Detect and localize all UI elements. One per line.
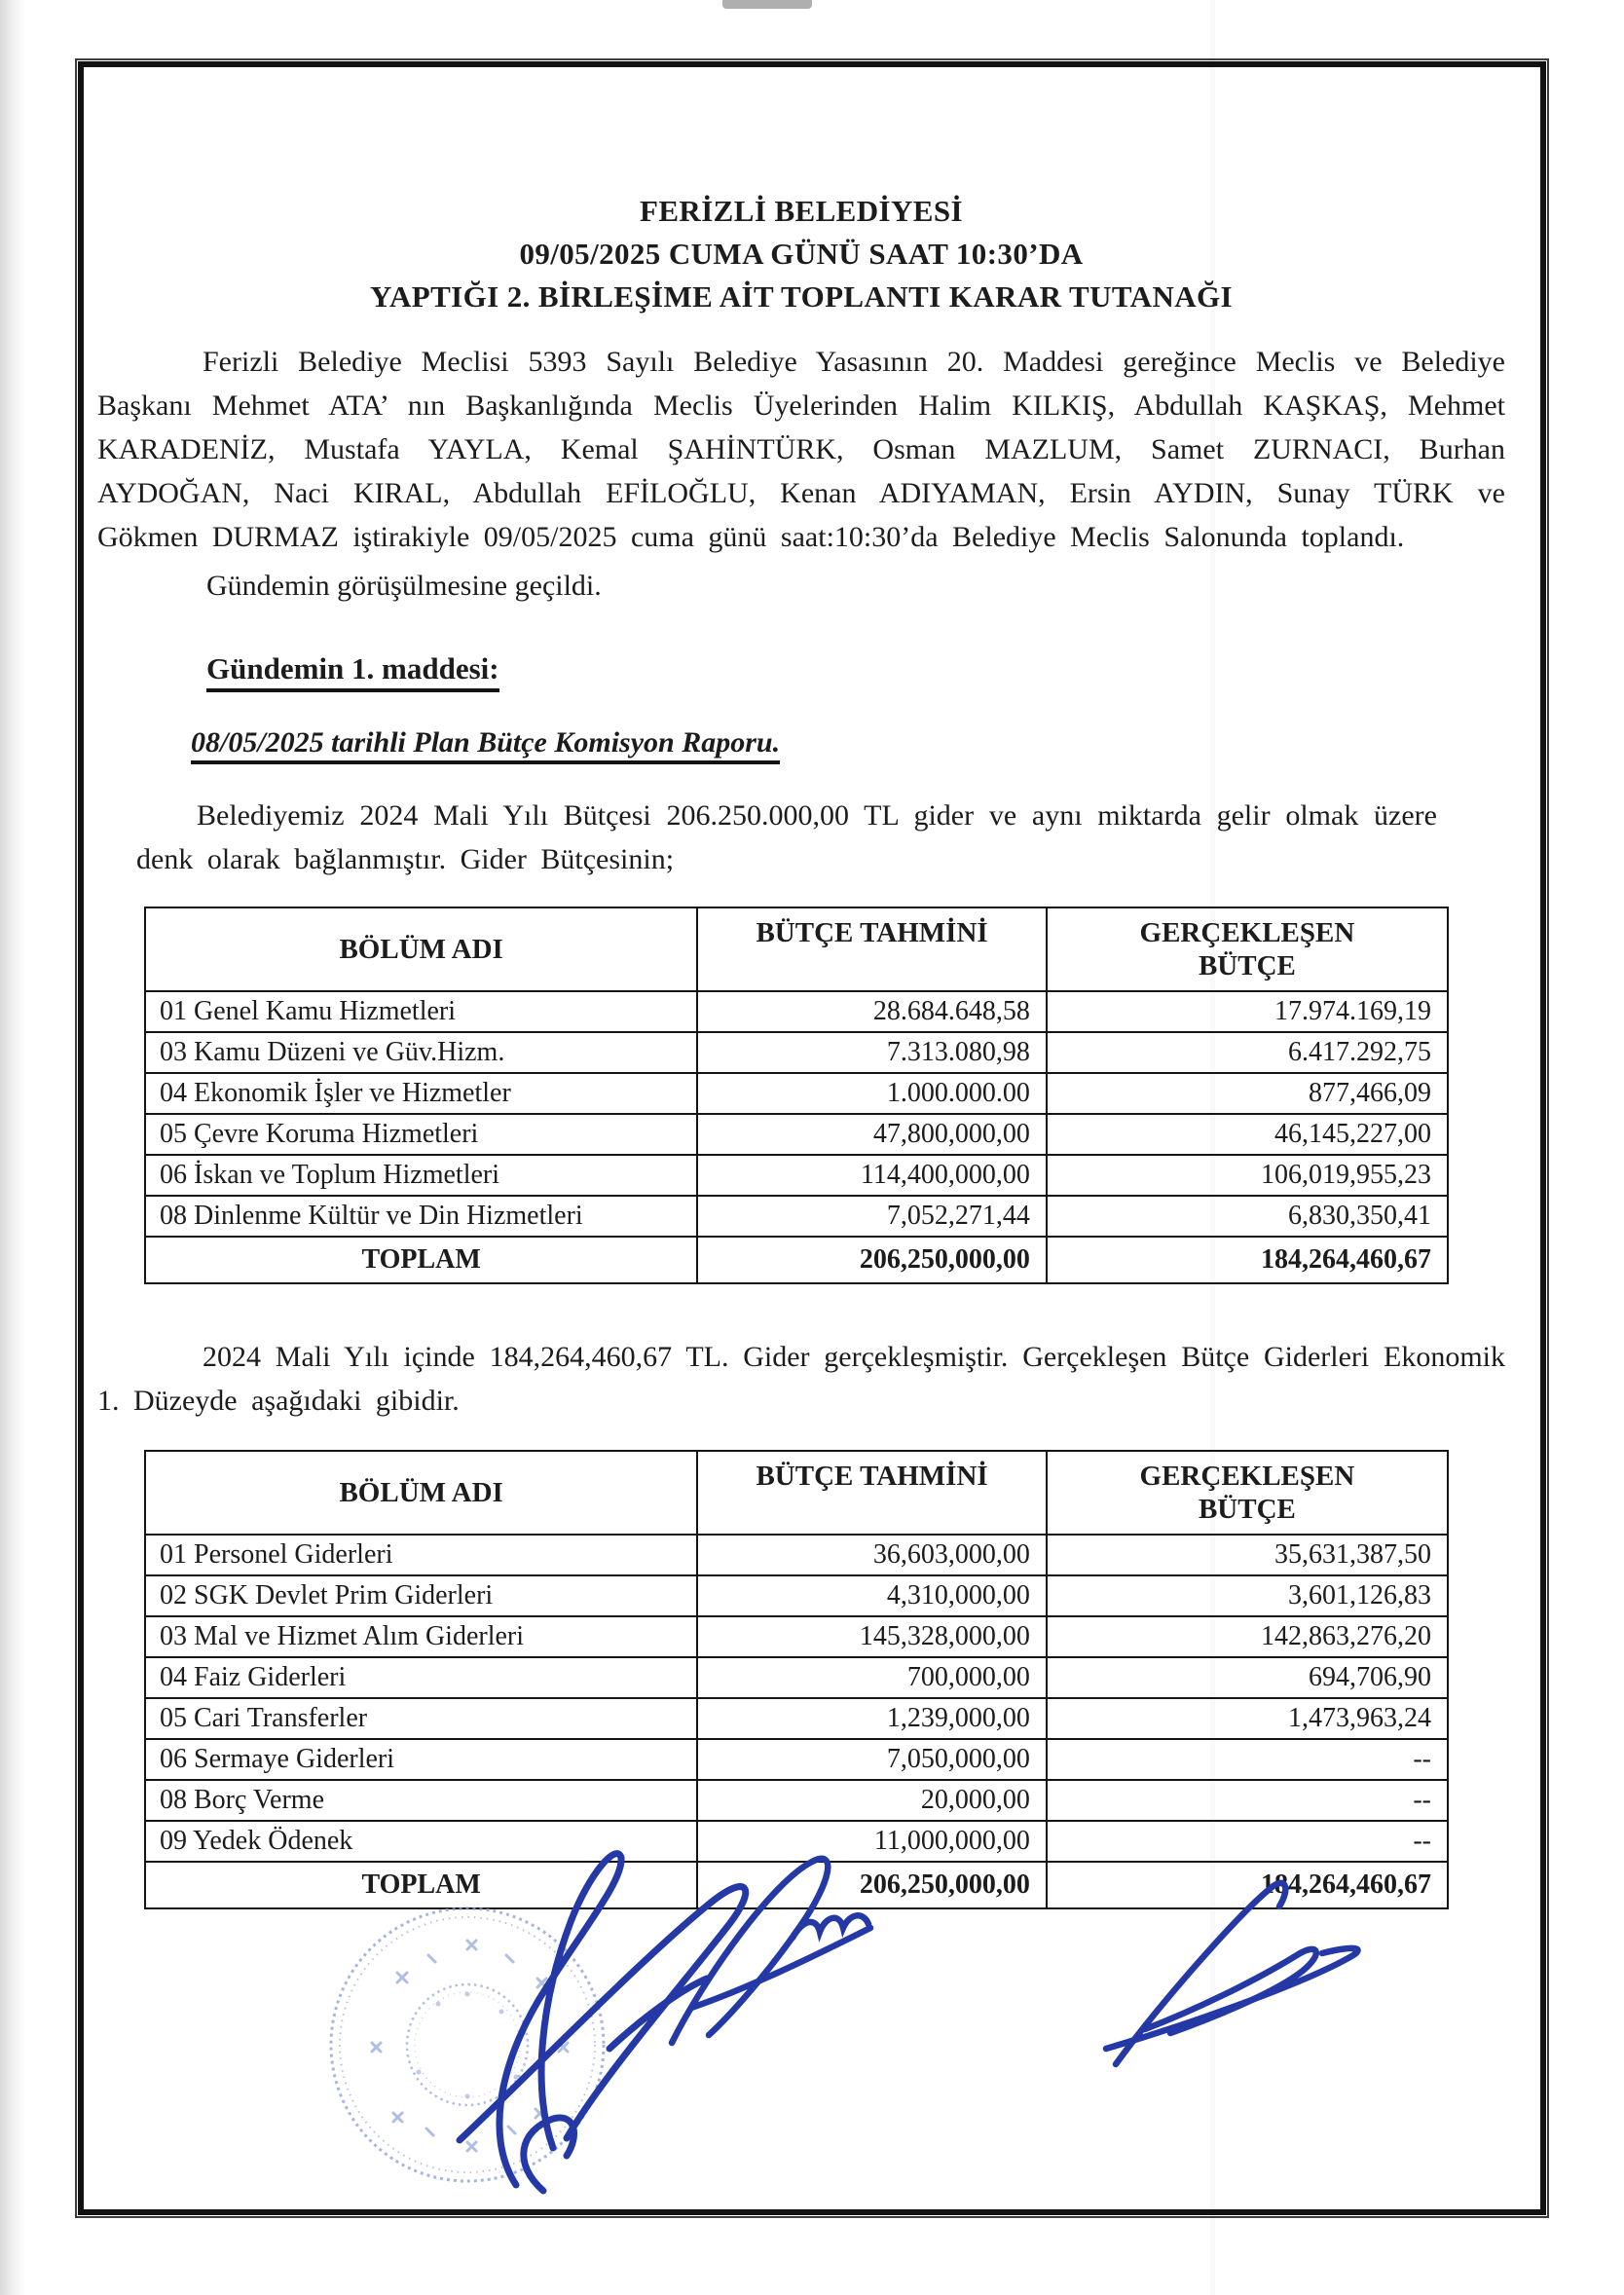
- title-line-1: FERİZLİ BELEDİYESİ: [640, 194, 963, 228]
- table-row: [145, 1114, 1448, 1155]
- column-header-gerceklesen-butce-text: GERÇEKLEŞEN BÜTÇE: [1139, 1461, 1355, 1525]
- total-estimate-cell: 206,250,000,00: [697, 1237, 1047, 1283]
- actual-cell: 1,473,963,24: [1047, 1698, 1448, 1739]
- dept-name-cell: 09 Yedek Ödenek: [145, 1821, 697, 1862]
- dept-name-cell: 05 Çevre Koruma Hizmetleri: [145, 1114, 697, 1155]
- table-row: [145, 1196, 1448, 1237]
- report-heading: [191, 721, 1505, 764]
- dept-name-cell: 05 Cari Transferler: [145, 1698, 697, 1739]
- dept-name-cell: 06 İskan ve Toplum Hizmetleri: [145, 1155, 697, 1196]
- table-row: [145, 1739, 1448, 1780]
- table-row: [145, 1616, 1448, 1657]
- dept-name-cell: 01 Genel Kamu Hizmetleri: [145, 991, 697, 1032]
- actual-cell: --: [1047, 1780, 1448, 1821]
- followup-line: Gündemin görüşülmesine geçildi.: [206, 570, 602, 602]
- dept-name-cell: 04 Ekonomik İşler ve Hizmetler: [145, 1073, 697, 1114]
- table-row: [145, 1155, 1448, 1196]
- table-header-row: [145, 1451, 1448, 1535]
- actual-cell: 142,863,276,20: [1047, 1616, 1448, 1657]
- table-total-row: [145, 1237, 1448, 1283]
- dept-name-cell: 02 SGK Devlet Prim Giderleri: [145, 1575, 697, 1616]
- actual-cell: 46,145,227,00: [1047, 1114, 1448, 1155]
- actual-cell: 6.417.292,75: [1047, 1032, 1448, 1073]
- total-label-cell: TOPLAM: [145, 1237, 697, 1283]
- scan-smudge: [722, 0, 812, 9]
- column-header-bolum-adi: BÖLÜM ADI: [145, 907, 697, 991]
- estimate-cell: 11,000,000,00: [697, 1821, 1047, 1862]
- report-heading-text: 08/05/2025 tarihli Plan Bütçe Komisyon Raporu.: [191, 726, 780, 764]
- title-line-3: YAPTIĞI 2. BİRLEŞİME AİT TOPLANTI KARAR TUTANAĞI: [370, 279, 1233, 314]
- actual-cell: 3,601,126,83: [1047, 1575, 1448, 1616]
- table-row: [145, 1780, 1448, 1821]
- actual-cell: 17.974.169,19: [1047, 991, 1448, 1032]
- actual-cell: 106,019,955,23: [1047, 1155, 1448, 1196]
- document-title: [97, 190, 1505, 318]
- title-line-2: 09/05/2025 CUMA GÜNÜ SAAT 10:30’DA: [519, 237, 1084, 271]
- signature-right: [1089, 1862, 1371, 2081]
- budget-intro-paragraph: Belediyemiz 2024 Mali Yılı Bütçesi 206.250.000,00 TL gider ve aynı miktarda gelir olmak üzere denk olarak bağlanmıştır. Gider Bütçesinin;: [136, 799, 1437, 875]
- estimate-cell: 47,800,000,00: [697, 1114, 1047, 1155]
- estimate-cell: 4,310,000,00: [697, 1575, 1047, 1616]
- table-row: [145, 1657, 1448, 1698]
- table-row: [145, 1575, 1448, 1616]
- estimate-cell: 145,328,000,00: [697, 1616, 1047, 1657]
- total-label-cell: TOPLAM: [145, 1862, 697, 1908]
- signature-middle: [654, 1840, 888, 2069]
- total-actual-cell: 184,264,460,67: [1047, 1862, 1448, 1908]
- scan-edge-shadow: [0, 0, 25, 2295]
- dept-name-cell: 04 Faiz Giderleri: [145, 1657, 697, 1698]
- estimate-cell: 114,400,000,00: [697, 1155, 1047, 1196]
- dept-name-cell: 08 Dinlenme Kültür ve Din Hizmetleri: [145, 1196, 697, 1237]
- table-row: [145, 1032, 1448, 1073]
- budget-result-paragraph: 2024 Mali Yılı içinde 184,264,460,67 TL. Gider gerçekleşmiştir. Gerçekleşen Bütçe Giderleri Ekonomik 1. Düzeyde aşağıdaki gibidir.: [97, 1341, 1505, 1417]
- total-actual-cell: 184,264,460,67: [1047, 1237, 1448, 1283]
- actual-cell: --: [1047, 1821, 1448, 1862]
- actual-cell: 694,706,90: [1047, 1657, 1448, 1698]
- intro-paragraph: Ferizli Belediye Meclisi 5393 Sayılı Belediye Yasasının 20. Maddesi gereğince Meclis ve Belediye Başkanı Mehmet ATA’ nın Başkanlığında Meclis Üyelerinden Halim KILKIŞ, Abdullah KAŞKAŞ, Mehmet KARADENİZ, Mustafa YAYLA, Kemal ŞAHİNTÜRK, Osman MAZLUM, Samet ZURNACI, Burhan AYDOĞAN, Naci KIRAL, Abdullah EFİLOĞLU, Kenan ADIYAMAN, Ersin AYDIN, Sunay TÜRK ve Gökmen DURMAZ iştirakiyle 09/05/2025 cuma günü saat:10:30’da Belediye Meclis Salonunda toplandı.: [97, 346, 1505, 553]
- column-header-gerceklesen-butce: [1047, 1451, 1448, 1535]
- estimate-cell: 7,052,271,44: [697, 1196, 1047, 1237]
- column-header-bolum-adi: BÖLÜM ADI: [145, 1451, 697, 1535]
- estimate-cell: 36,603,000,00: [697, 1535, 1047, 1575]
- estimate-cell: 20,000,00: [697, 1780, 1047, 1821]
- dept-name-cell: 03 Mal ve Hizmet Alım Giderleri: [145, 1616, 697, 1657]
- estimate-cell: 1.000.000.00: [697, 1073, 1047, 1114]
- estimate-cell: 7.313.080,98: [697, 1032, 1047, 1073]
- table-row: [145, 1073, 1448, 1114]
- table-row: [145, 1698, 1448, 1739]
- dept-name-cell: 03 Kamu Düzeni ve Güv.Hizm.: [145, 1032, 697, 1073]
- agenda-heading-text: Gündemin 1. maddesi:: [206, 651, 499, 692]
- estimate-cell: 28.684.648,58: [697, 991, 1047, 1032]
- actual-cell: 6,830,350,41: [1047, 1196, 1448, 1237]
- column-header-butce-tahmini: BÜTÇE TAHMİNİ: [697, 907, 1047, 991]
- column-header-gerceklesen-butce-text: GERÇEKLEŞEN BÜTÇE: [1139, 917, 1355, 981]
- dept-name-cell: 01 Personel Giderleri: [145, 1535, 697, 1575]
- estimate-cell: 7,050,000,00: [697, 1739, 1047, 1780]
- expense-by-department-table: [144, 907, 1449, 1284]
- table-row: [145, 1535, 1448, 1575]
- agenda-heading: [206, 647, 1505, 690]
- document-content: [84, 190, 1540, 1909]
- column-header-butce-tahmini: BÜTÇE TAHMİNİ: [697, 1451, 1047, 1535]
- estimate-cell: 1,239,000,00: [697, 1698, 1047, 1739]
- total-estimate-cell: 206,250,000,00: [697, 1862, 1047, 1908]
- dept-name-cell: 06 Sermaye Giderleri: [145, 1739, 697, 1780]
- estimate-cell: 700,000,00: [697, 1657, 1047, 1698]
- table-row: [145, 991, 1448, 1032]
- dept-name-cell: 08 Borç Verme: [145, 1780, 697, 1821]
- actual-cell: 877,466,09: [1047, 1073, 1448, 1114]
- column-header-gerceklesen-butce: [1047, 907, 1448, 991]
- table-header-row: [145, 907, 1448, 991]
- actual-cell: 35,631,387,50: [1047, 1535, 1448, 1575]
- actual-cell: --: [1047, 1739, 1448, 1780]
